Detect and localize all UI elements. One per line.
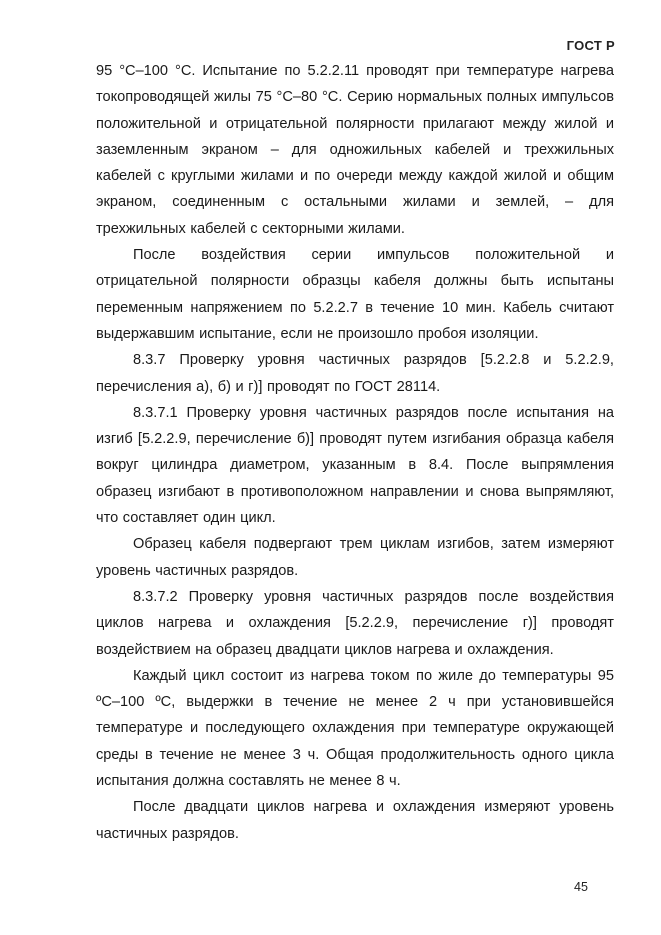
document-header-standard: ГОСТ Р	[566, 38, 615, 53]
paragraph-continuation: 95 °С–100 °С. Испытание по 5.2.2.11 проводят при температуре нагрева токопроводящей жилы 75 °С–80 °С. Серию нормальных полных импульсов положительной и отрицательной полярности прилагают между жилой и заземленным экраном – для одножильных кабелей и трехжильных кабелей с круглыми жилами и по очереди между каждой жилой и общим экраном, соединенным с остальными жилами и землей, – для трехжильных кабелей с секторными жилами.	[96, 63, 614, 237]
document-body	[96, 58, 614, 847]
paragraph-cycle-description: Каждый цикл состоит из нагрева током по жиле до температуры 95 ºС–100 ºС, выдержки в течение не менее 2 ч при установившейся температуре и последующего охлаждения при температуре окружающей среды в течение не менее 3 ч. Общая продолжительность одного цикла испытания должна составлять не менее 8 ч.	[96, 667, 614, 790]
paragraph-after-cycles: После двадцати циклов нагрева и охлаждения измеряют уровень частичных разрядов.	[96, 799, 614, 842]
paragraph-impulse-test-result: После воздействия серии импульсов положительной и отрицательной полярности образцы кабеля должны быть испытаны переменным напряжением по 5.2.2.7 в течение 10 мин. Кабель считают выдержавшим испытание, если не произошло пробоя изоляции.	[96, 247, 614, 342]
paragraph-8-3-7-1: 8.3.7.1 Проверку уровня частичных разрядов после испытания на изгиб [5.2.2.9, перечисление б)] проводят путем изгибания образца кабеля вокруг цилиндра диаметром, указанным в 8.4. После выпрямления образец изгибают в противоположном направлении и снова выпрямляют, что составляет один цикл.	[96, 404, 614, 527]
paragraph-8-3-7-2: 8.3.7.2 Проверку уровня частичных разрядов после воздействия циклов нагрева и охлаждения [5.2.2.9, перечисление г)] проводят воздействием на образец двадцати циклов нагрева и охлаждения.	[96, 588, 614, 658]
paragraph-bending-cycles: Образец кабеля подвергают трем циклам изгибов, затем измеряют уровень частичных разрядов.	[96, 536, 614, 579]
page-number: 45	[574, 880, 588, 894]
paragraph-8-3-7: 8.3.7 Проверку уровня частичных разрядов [5.2.2.8 и 5.2.2.9, перечисления а), б) и г)] проводят по ГОСТ 28114.	[96, 352, 614, 395]
